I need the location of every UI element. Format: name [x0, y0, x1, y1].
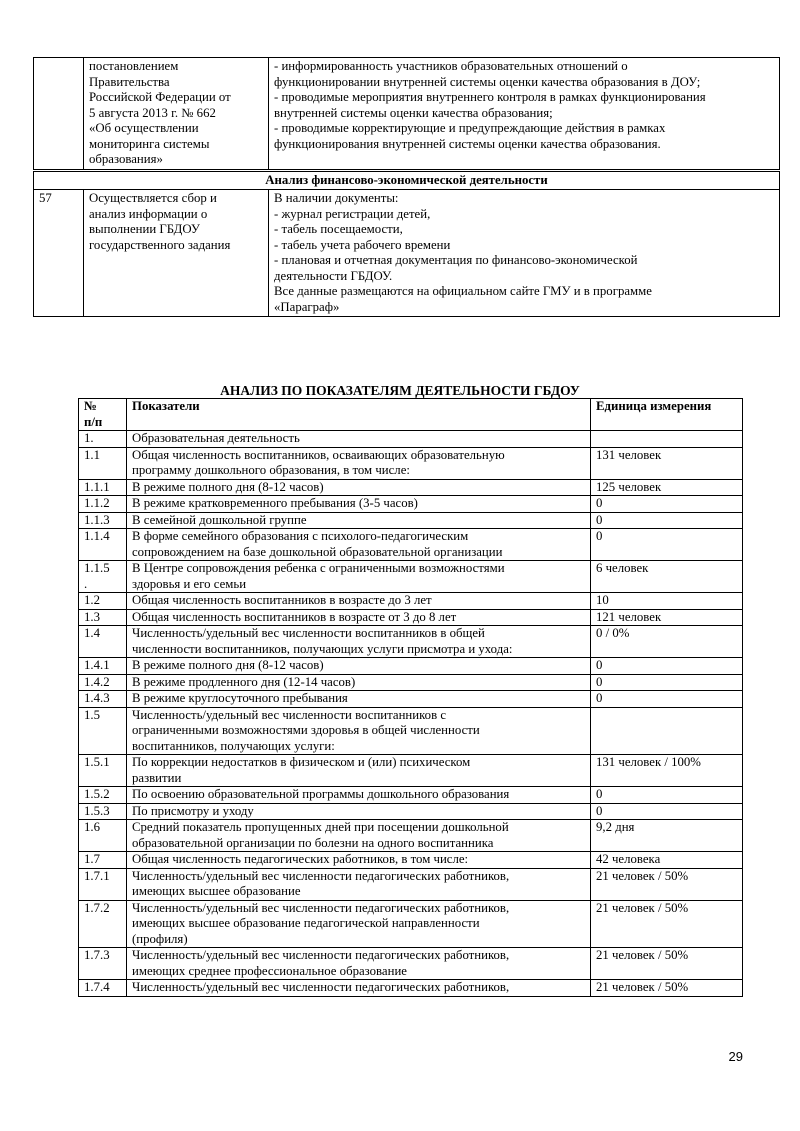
indicator-cell — [127, 658, 591, 675]
row-number-line: 1.5.3 — [84, 803, 110, 818]
table-row — [79, 447, 743, 479]
indicator-text-line: Численность/удельный вес численности педагогических работников, — [132, 868, 510, 883]
indicator-cell — [127, 496, 591, 513]
header-row — [79, 399, 743, 431]
table-row — [79, 852, 743, 869]
indicator-header: Показатели — [127, 399, 591, 431]
indicator-text-line: программу дошкольного образования, в том числе: — [132, 463, 410, 477]
indicator-cell — [127, 431, 591, 448]
row-number-cell — [79, 561, 127, 593]
row-number-line: 1.4 — [84, 626, 100, 640]
basis-text-line: Правительства — [89, 74, 170, 89]
row-number-line: 1.7.1 — [84, 868, 110, 883]
row-number-line: 1.1 — [84, 447, 100, 462]
row-number-line: 1.4.1 — [84, 658, 110, 672]
basis-text-line: «Об осуществлении — [89, 121, 199, 135]
table-row — [79, 868, 743, 900]
unit-value-cell: 0 — [591, 674, 743, 691]
description-text-line: деятельности ГБДОУ. — [274, 268, 393, 283]
description-text-line: В наличии документы: — [274, 191, 399, 205]
indicator-cell — [127, 820, 591, 852]
table-row — [79, 658, 743, 675]
indicator-text-line: В режиме полного дня (8-12 часов) — [132, 479, 324, 494]
indicator-text-line: В форме семейного образования с психолого-педагогическим — [132, 529, 469, 543]
description-text-line: - журнал регистрации детей, — [274, 206, 431, 221]
row-number-cell — [79, 496, 127, 513]
unit-value-cell: 6 человек — [591, 561, 743, 593]
unit-value-cell — [591, 707, 743, 755]
table-row — [79, 948, 743, 980]
section-title: Анализ финансово-экономической деятельности — [34, 170, 780, 190]
basis-text-line: выполнении ГБДОУ — [89, 222, 200, 236]
page-number: 29 — [728, 1049, 743, 1064]
number-header-line: п/п — [84, 414, 103, 429]
indicator-cell — [127, 948, 591, 980]
number-header — [79, 399, 127, 431]
row-number-line: . — [84, 576, 88, 591]
indicator-text-line: Численность/удельный вес численности педагогических работников, — [132, 980, 510, 994]
unit-value-cell: 0 — [591, 691, 743, 708]
basis-cell — [84, 58, 269, 171]
indicator-cell — [127, 626, 591, 658]
row-number-cell — [79, 980, 127, 997]
basis-text-line: анализ информации о — [89, 206, 208, 221]
basis-text-line: постановлением — [89, 59, 179, 73]
row-number-line: 1.6 — [84, 820, 100, 834]
description-text-line: «Параграф» — [274, 299, 340, 314]
description-text-line: внутренней системы оценки качества образования; — [274, 105, 553, 120]
row-number-cell — [79, 479, 127, 496]
row-number-cell — [79, 803, 127, 820]
indicator-text-line: здоровья и его семьи — [132, 576, 247, 591]
unit-value-cell: 21 человек / 50% — [591, 980, 743, 997]
row-number-line: 1.7.4 — [84, 980, 110, 994]
row-number-line: 1.1.1 — [84, 479, 110, 494]
row-number-cell: 57 — [34, 190, 84, 317]
section-row — [34, 170, 780, 190]
unit-value-cell: 9,2 дня — [591, 820, 743, 852]
indicator-text-line: воспитанников, получающих услуги: — [132, 738, 335, 753]
unit-value-cell: 0 — [591, 512, 743, 529]
row-number-cell — [79, 674, 127, 691]
description-text-line: функционировании внутренней системы оценки качества образования в ДОУ; — [274, 74, 701, 89]
unit-value-cell: 121 человек — [591, 609, 743, 626]
description-cell — [269, 190, 780, 317]
indicator-cell — [127, 980, 591, 997]
indicator-text-line: По освоению образовательной программы дошкольного образования — [132, 787, 510, 801]
row-number-cell — [79, 868, 127, 900]
basis-text-line: 5 августа 2013 г. № 662 — [89, 105, 216, 120]
basis-text-line: государственного задания — [89, 237, 231, 252]
indicator-text-line: По присмотру и уходу — [132, 803, 254, 818]
table-row — [79, 980, 743, 997]
table-row — [79, 755, 743, 787]
indicators-table — [78, 398, 743, 997]
indicator-text-line: развитии — [132, 770, 182, 785]
description-text-line: - табель учета рабочего времени — [274, 237, 451, 252]
unit-value-cell: 21 человек / 50% — [591, 868, 743, 900]
row-number-cell — [79, 820, 127, 852]
page-heading: АНАЛИЗ ПО ПОКАЗАТЕЛЯМ ДЕЯТЕЛЬНОСТИ ГБДОУ — [220, 383, 580, 398]
indicator-text-line: ограниченными возможностями здоровья в общей численности — [132, 723, 480, 737]
unit-value-cell: 42 человека — [591, 852, 743, 869]
indicator-text-line: Общая численность воспитанников в возрасте до 3 лет — [132, 593, 432, 607]
row-number-cell — [79, 787, 127, 804]
row-number-line: 1.1.2 — [84, 496, 110, 510]
row-number-cell — [79, 900, 127, 948]
table-row — [79, 803, 743, 820]
row-number-line: 1.5.1 — [84, 755, 110, 769]
table-row — [79, 674, 743, 691]
indicator-text-line: Численность/удельный вес численности педагогических работников, — [132, 948, 510, 962]
description-text-line: - плановая и отчетная документация по финансово-экономической — [274, 253, 638, 267]
indicator-text-line: (профиля) — [132, 931, 188, 946]
basis-text-line: образования» — [89, 152, 163, 166]
indicator-text-line: Общая численность воспитанников в возрасте от 3 до 8 лет — [132, 609, 457, 624]
unit-value-cell: 0 / 0% — [591, 626, 743, 658]
row-number-cell — [79, 852, 127, 869]
indicator-cell — [127, 561, 591, 593]
row-number-line: 1.7.3 — [84, 948, 110, 962]
table-row — [79, 593, 743, 610]
basis-text-line: Осуществляется сбор и — [89, 191, 217, 205]
table-row — [79, 787, 743, 804]
indicator-text-line: В семейной дошкольной группе — [132, 512, 307, 527]
indicator-cell — [127, 900, 591, 948]
indicator-cell — [127, 529, 591, 561]
description-cell — [269, 58, 780, 171]
indicator-text-line: Образовательная деятельность — [132, 431, 300, 445]
table-row — [79, 496, 743, 513]
unit-value-cell: 125 человек — [591, 479, 743, 496]
description-text-line: Все данные размещаются на официальном сайте ГМУ и в программе — [274, 284, 652, 298]
indicator-rows — [79, 431, 743, 997]
indicator-text-line: имеющих среднее профессиональное образование — [132, 963, 407, 978]
row-number-line: 1.7.2 — [84, 900, 110, 915]
description-text-line: - информированность участников образовательных отношений о — [274, 59, 628, 73]
indicator-text-line: имеющих высшее образование — [132, 884, 301, 898]
description-text-line: функционирования внутренней системы оценки качества образования. — [274, 136, 661, 151]
description-text-line: - табель посещаемости, — [274, 222, 403, 236]
table-row — [79, 479, 743, 496]
table-row — [79, 609, 743, 626]
unit-value-cell — [591, 431, 743, 448]
row-number-cell — [79, 609, 127, 626]
description-text-line: - проводимые корректирующие и предупреждающие действия в рамках — [274, 121, 666, 135]
unit-value-cell: 131 человек / 100% — [591, 755, 743, 787]
table-row — [34, 58, 780, 171]
row-number-cell — [79, 658, 127, 675]
indicator-cell — [127, 479, 591, 496]
table-row — [79, 431, 743, 448]
indicator-cell — [127, 852, 591, 869]
indicator-cell — [127, 787, 591, 804]
row-number-cell — [79, 447, 127, 479]
indicator-cell — [127, 674, 591, 691]
indicator-text-line: сопровождением на базе дошкольной образовательной организации — [132, 544, 503, 559]
indicator-text-line: В режиме полного дня (8-12 часов) — [132, 658, 324, 672]
indicator-text-line: Численность/удельный вес численности педагогических работников, — [132, 900, 510, 915]
table-row — [34, 190, 780, 317]
unit-value-cell: 21 человек / 50% — [591, 948, 743, 980]
row-number-line: 1.3 — [84, 609, 100, 624]
row-number-cell — [79, 512, 127, 529]
indicator-text-line: Общая численность воспитанников, осваивающих образовательную — [132, 447, 505, 462]
basis-cell — [84, 190, 269, 317]
row-number-cell — [34, 58, 84, 171]
row-number-cell — [79, 529, 127, 561]
activity-table — [33, 57, 780, 317]
indicator-text-line: Численность/удельный вес численности воспитанников с — [132, 707, 447, 722]
unit-value-cell: 0 — [591, 803, 743, 820]
indicator-cell — [127, 593, 591, 610]
description-text-line: - проводимые мероприятия внутреннего контроля в рамках функционирования — [274, 90, 706, 104]
unit-value-cell: 0 — [591, 529, 743, 561]
table-row — [79, 626, 743, 658]
indicator-text-line: образовательной организации по болезни на одного воспитанника — [132, 835, 494, 850]
row-number-line: 1.5 — [84, 707, 100, 722]
indicator-text-line: В режиме круглосуточного пребывания — [132, 691, 348, 705]
row-number-line: 1.1.5 — [84, 561, 110, 575]
table-row — [79, 820, 743, 852]
table-row — [79, 561, 743, 593]
row-number-line: 1.4.3 — [84, 691, 110, 705]
indicator-cell — [127, 512, 591, 529]
row-number-line: 1.1.3 — [84, 512, 110, 527]
table-row — [79, 900, 743, 948]
indicator-text-line: Общая численность педагогических работников, в том числе: — [132, 852, 469, 866]
basis-text-line: Российской Федерации от — [89, 90, 231, 104]
indicator-text-line: численности воспитанников, получающих услуги присмотра и ухода: — [132, 641, 513, 656]
indicator-cell — [127, 803, 591, 820]
indicator-cell — [127, 609, 591, 626]
row-number-line: 1.4.2 — [84, 674, 110, 689]
number-header-line: № — [84, 399, 97, 413]
unit-value-cell: 0 — [591, 787, 743, 804]
table-row — [79, 691, 743, 708]
indicator-cell — [127, 691, 591, 708]
unit-value-cell: 131 человек — [591, 447, 743, 479]
table-row — [79, 707, 743, 755]
row-number-cell — [79, 626, 127, 658]
unit-header: Единица измерения — [591, 399, 743, 431]
indicator-text-line: Средний показатель пропущенных дней при посещении дошкольной — [132, 820, 509, 834]
indicator-text-line: имеющих высшее образование педагогической направленности — [132, 916, 480, 930]
row-number-cell — [79, 755, 127, 787]
row-number-cell — [79, 691, 127, 708]
row-number-cell — [79, 707, 127, 755]
row-number-cell — [79, 593, 127, 610]
indicator-cell — [127, 868, 591, 900]
unit-value-cell: 21 человек / 50% — [591, 900, 743, 948]
row-number-line: 1.7 — [84, 852, 100, 866]
row-number-cell — [79, 948, 127, 980]
indicator-cell — [127, 447, 591, 479]
row-number-line: 1. — [84, 431, 94, 445]
row-number-line: 1.2 — [84, 593, 100, 607]
indicator-text-line: В режиме кратковременного пребывания (3-5 часов) — [132, 496, 418, 510]
unit-value-cell: 0 — [591, 658, 743, 675]
basis-text-line: мониторинга системы — [89, 136, 210, 151]
table-row — [79, 529, 743, 561]
indicator-text-line: Численность/удельный вес численности воспитанников в общей — [132, 626, 485, 640]
indicator-text-line: В Центре сопровождения ребенка с ограниченными возможностями — [132, 561, 505, 575]
indicator-cell — [127, 755, 591, 787]
row-number-line: 1.1.4 — [84, 529, 110, 543]
unit-value-cell: 10 — [591, 593, 743, 610]
table-row — [79, 512, 743, 529]
row-number-line: 1.5.2 — [84, 787, 110, 801]
indicator-cell — [127, 707, 591, 755]
unit-value-cell: 0 — [591, 496, 743, 513]
indicator-text-line: В режиме продленного дня (12-14 часов) — [132, 674, 356, 689]
indicator-text-line: По коррекции недостатков в физическом и (или) психическом — [132, 755, 471, 769]
row-number-cell — [79, 431, 127, 448]
